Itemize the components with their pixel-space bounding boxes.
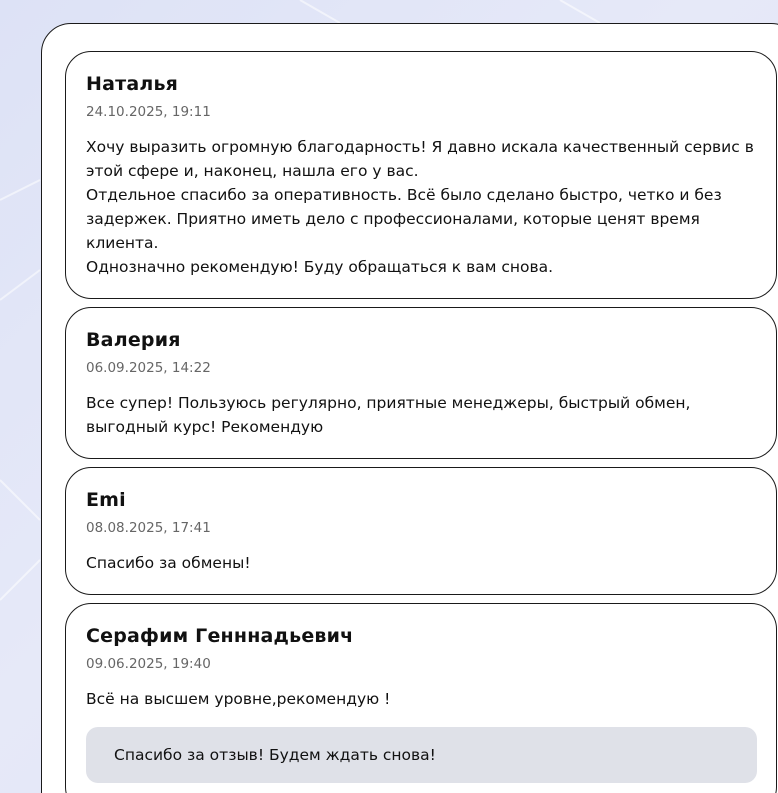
review-date: 24.10.2025, 19:11 <box>86 104 211 120</box>
review-date: 08.08.2025, 17:41 <box>86 520 211 536</box>
review-author: Серафим Генннадьевич <box>86 625 354 647</box>
review-text: Все супер! Пользуюсь регулярно, приятные менеджеры, быстрый обмен, выгодный курс! Рекомендую <box>86 394 691 436</box>
review-card <box>65 467 777 595</box>
review-author: Emi <box>86 489 126 511</box>
review-card <box>65 603 777 793</box>
review-author: Наталья <box>86 73 179 95</box>
admin-reply: Спасибо за отзыв! Будем ждать снова! <box>86 727 757 783</box>
review-card <box>65 307 777 459</box>
review-text: Всё на высшем уровне,рекомендую ! <box>86 690 391 708</box>
review-date: 09.06.2025, 19:40 <box>86 656 211 672</box>
review-author: Валерия <box>86 329 181 351</box>
review-card <box>65 51 777 299</box>
review-text: Спасибо за обмены! <box>86 554 251 572</box>
review-date: 06.09.2025, 14:22 <box>86 360 211 376</box>
review-text: Хочу выразить огромную благодарность! Я давно искала качественный сервис в этой сфере и, наконец, нашла его у вас. Отдельное спасибо за оперативность. Всё было сделано быстро, четко и без задержек. Приятно иметь дело с профессионалами, которые ценят время клиента. Однозначно рекомендую! Буду обращаться к вам снова. <box>86 138 754 276</box>
